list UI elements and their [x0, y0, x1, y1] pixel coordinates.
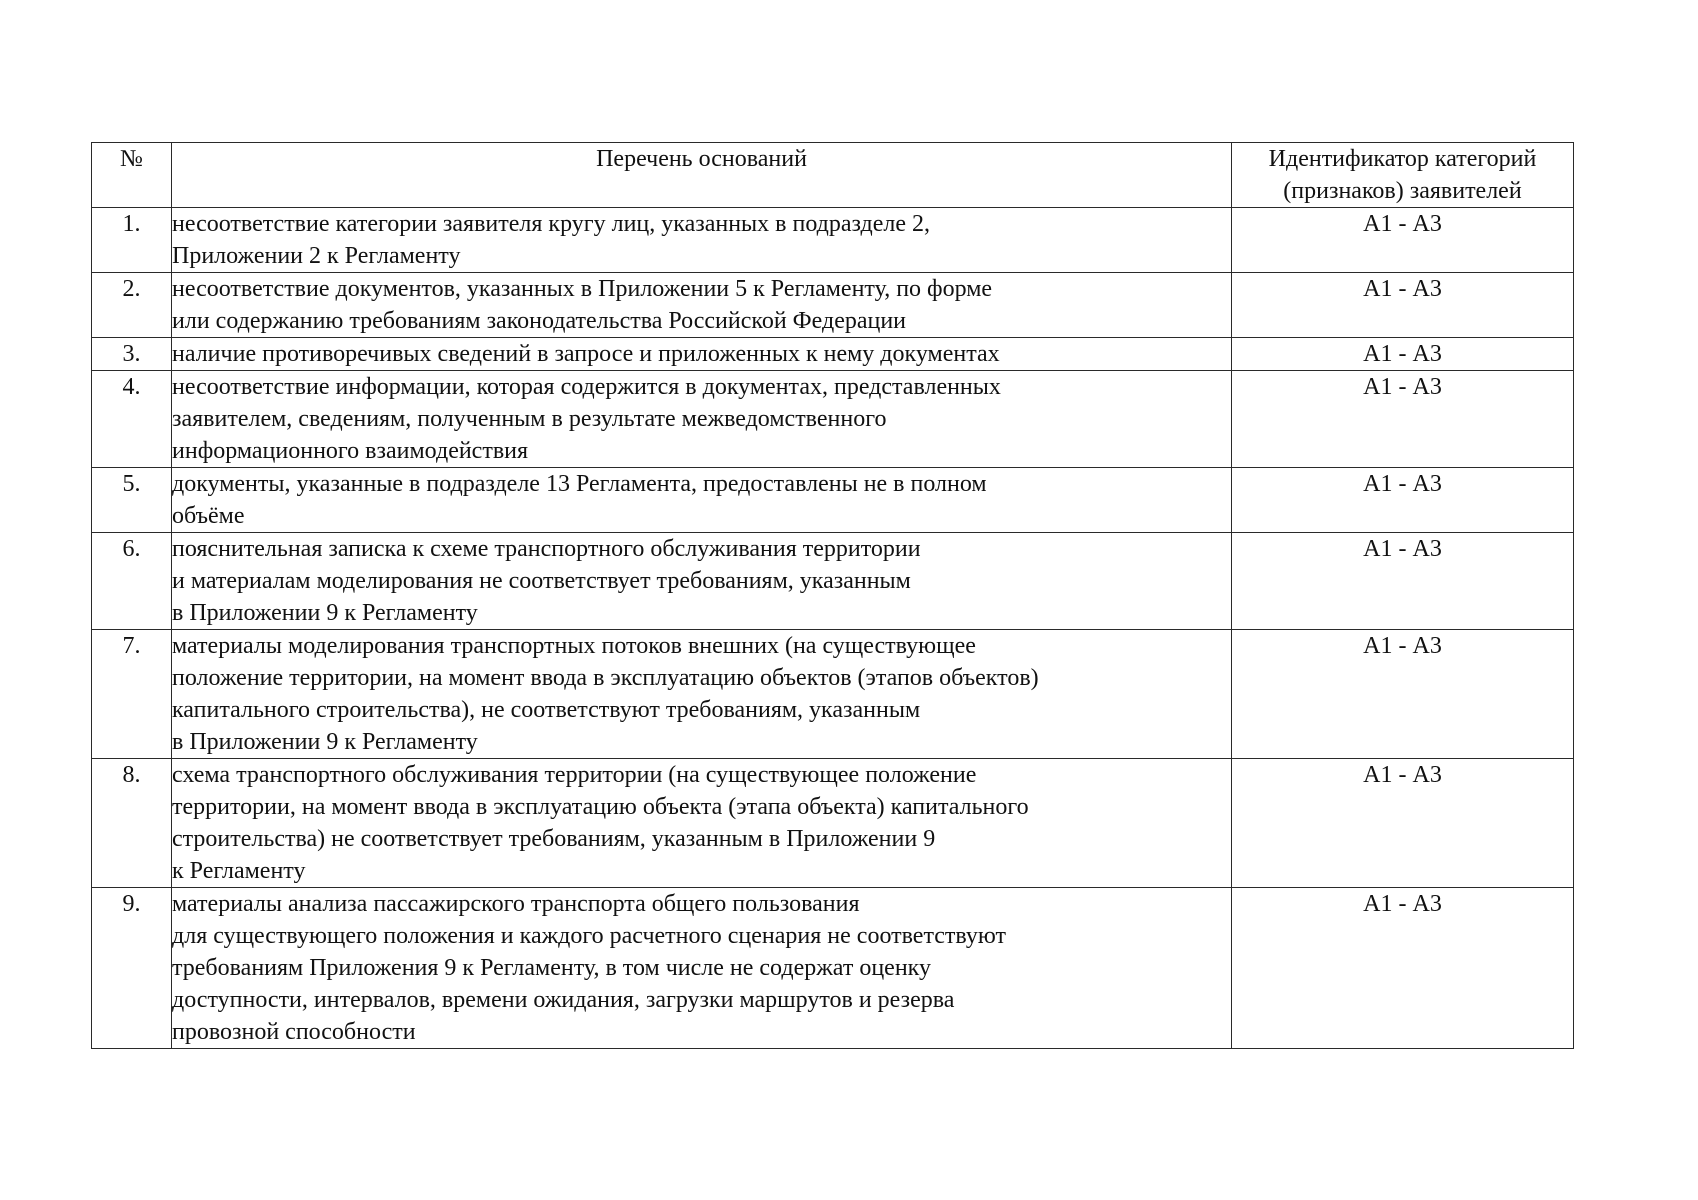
- row-number: 5.: [92, 468, 172, 533]
- row-number: 4.: [92, 371, 172, 468]
- row-ground-text: [172, 759, 1232, 888]
- row-number: 3.: [92, 338, 172, 371]
- ground-text-line: требованиям Приложения 9 к Регламенту, в том числе не содержат оценку: [172, 955, 931, 981]
- ground-text-line: положение территории, на момент ввода в эксплуатацию объектов (этапов объектов): [172, 665, 1039, 691]
- row-number: 7.: [92, 630, 172, 759]
- ground-text-line: провозной способности: [172, 1019, 416, 1045]
- ground-text-line: заявителем, сведениям, полученным в результате межведомственного: [172, 406, 887, 432]
- ground-text-line: или содержанию требованиям законодательства Российской Федерации: [172, 308, 907, 334]
- ground-text-line: материалы моделирования транспортных потоков внешних (на существующее: [172, 633, 976, 659]
- row-number: 1.: [92, 208, 172, 273]
- ground-text-line: строительства) не соответствует требованиям, указанным в Приложении 9: [172, 826, 936, 852]
- row-category-identifier: А1 - А3: [1232, 371, 1574, 468]
- row-ground-text: [172, 468, 1232, 533]
- ground-text-line: Приложении 2 к Регламенту: [172, 243, 461, 269]
- ground-text-line: наличие противоречивых сведений в запросе и приложенных к нему документах: [172, 341, 1000, 367]
- ground-text-line: информационного взаимодействия: [172, 438, 529, 464]
- ground-text-line: несоответствие категории заявителя кругу лиц, указанных в подразделе 2,: [172, 211, 931, 237]
- row-ground-text: [172, 888, 1232, 1049]
- row-category-identifier: А1 - А3: [1232, 533, 1574, 630]
- ground-text-line: в Приложении 9 к Регламенту: [172, 729, 478, 755]
- table-body: [92, 208, 1574, 1049]
- ground-text-line: несоответствие документов, указанных в Приложении 5 к Регламенту, по форме: [172, 276, 993, 302]
- ground-text-line: территории, на момент ввода в эксплуатацию объекта (этапа объекта) капитального: [172, 794, 1029, 820]
- grounds-table: [91, 142, 1574, 1049]
- ground-text-line: объёме: [172, 503, 245, 529]
- ground-text-line: доступности, интервалов, времени ожидания, загрузки маршрутов и резерва: [172, 987, 955, 1013]
- table-row: [92, 338, 1574, 371]
- row-number: 6.: [92, 533, 172, 630]
- table-row: [92, 468, 1574, 533]
- row-ground-text: [172, 208, 1232, 273]
- table-row: [92, 759, 1574, 888]
- row-number: 9.: [92, 888, 172, 1049]
- ground-text-line: материалы анализа пассажирского транспорта общего пользования: [172, 891, 860, 917]
- row-ground-text: [172, 630, 1232, 759]
- row-category-identifier: А1 - А3: [1232, 338, 1574, 371]
- row-number: 8.: [92, 759, 172, 888]
- ground-text-line: и материалам моделирования не соответствует требованиям, указанным: [172, 568, 911, 594]
- table-row: [92, 208, 1574, 273]
- row-category-identifier: А1 - А3: [1232, 759, 1574, 888]
- row-ground-text: [172, 533, 1232, 630]
- row-ground-text: [172, 273, 1232, 338]
- row-category-identifier: А1 - А3: [1232, 888, 1574, 1049]
- ground-text-line: схема транспортного обслуживания территории (на существующее положение: [172, 762, 977, 788]
- row-category-identifier: А1 - А3: [1232, 468, 1574, 533]
- ground-text-line: документы, указанные в подразделе 13 Регламента, предоставлены не в полном: [172, 471, 987, 497]
- header-identifier-line1: Идентификатор категорий: [1268, 146, 1537, 172]
- ground-text-line: к Регламенту: [172, 858, 306, 884]
- ground-text-line: для существующего положения и каждого расчетного сценария не соответствуют: [172, 923, 1006, 949]
- ground-text-line: капитального строительства), не соответствуют требованиям, указанным: [172, 697, 921, 723]
- ground-text-line: в Приложении 9 к Регламенту: [172, 600, 478, 626]
- table-row: [92, 371, 1574, 468]
- row-number: 2.: [92, 273, 172, 338]
- row-ground-text: [172, 371, 1232, 468]
- row-category-identifier: А1 - А3: [1232, 273, 1574, 338]
- header-identifier-line2: (признаков) заявителей: [1283, 178, 1522, 204]
- header-identifier: [1232, 143, 1574, 208]
- ground-text-line: несоответствие информации, которая содержится в документах, представленных: [172, 374, 1001, 400]
- table-row: [92, 273, 1574, 338]
- row-category-identifier: А1 - А3: [1232, 208, 1574, 273]
- table-row: [92, 630, 1574, 759]
- header-grounds: Перечень оснований: [172, 143, 1232, 208]
- ground-text-line: пояснительная записка к схеме транспортного обслуживания территории: [172, 536, 921, 562]
- table-row: [92, 888, 1574, 1049]
- row-category-identifier: А1 - А3: [1232, 630, 1574, 759]
- table-row: [92, 533, 1574, 630]
- table-header-row: [92, 143, 1574, 208]
- header-number: №: [92, 143, 172, 208]
- row-ground-text: [172, 338, 1232, 371]
